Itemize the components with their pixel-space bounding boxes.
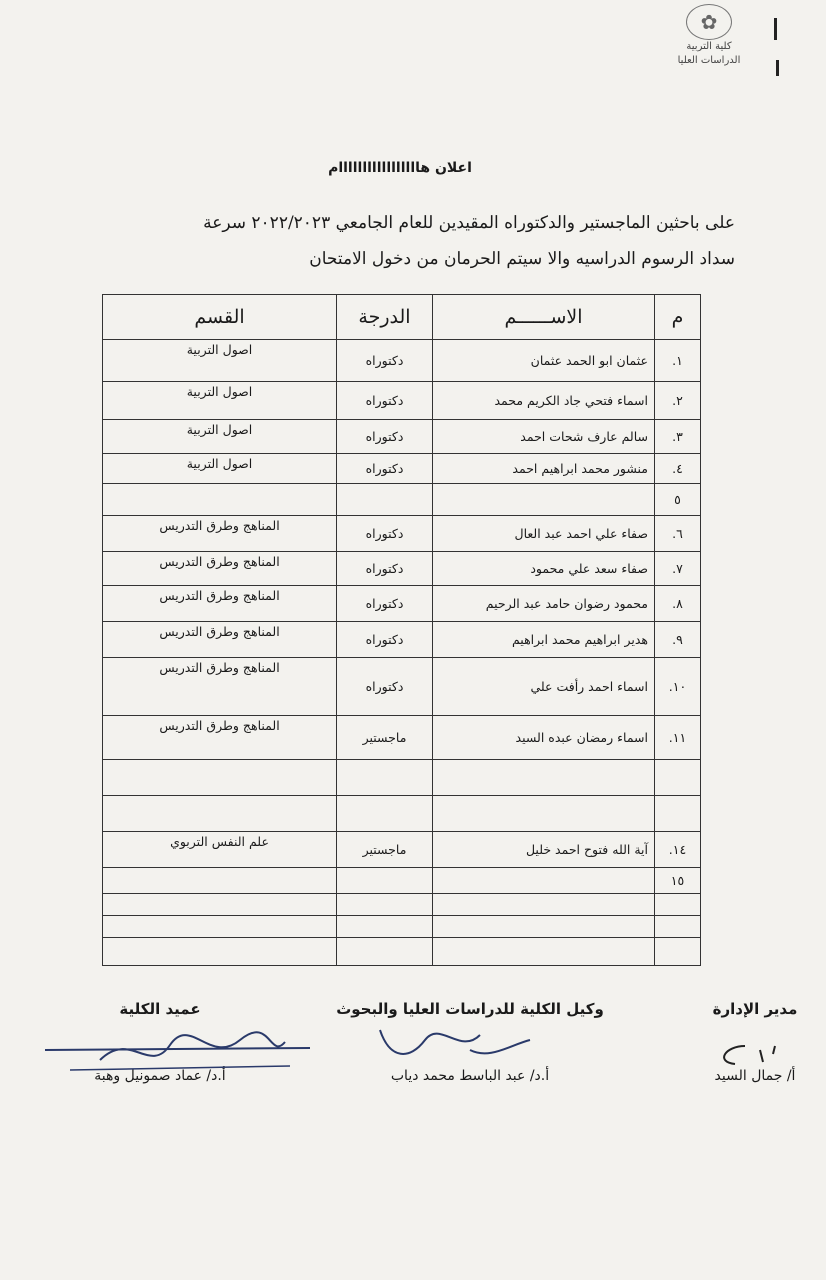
table-row xyxy=(103,658,701,716)
cell-dept: المناهج وطرق التدريس xyxy=(103,586,337,622)
seal-icon: ✿ xyxy=(686,4,732,40)
cell-degree xyxy=(337,868,433,894)
cell-name: اسماء احمد رأفت علي xyxy=(433,658,655,716)
cell-no: ٣. xyxy=(655,420,701,454)
cell-degree xyxy=(337,796,433,832)
cell-no xyxy=(655,796,701,832)
cell-degree: دكتوراه xyxy=(337,340,433,382)
cell-name: سالم عارف شحات احمد xyxy=(433,420,655,454)
cell-no: ١٠. xyxy=(655,658,701,716)
cell-degree: ماجستير xyxy=(337,832,433,868)
cell-no: ٤. xyxy=(655,454,701,484)
cell-degree xyxy=(337,916,433,938)
director-name: أ/ جمال السيد xyxy=(714,1068,796,1084)
cell-dept xyxy=(103,796,337,832)
cell-name xyxy=(433,894,655,916)
cell-no: ١٥ xyxy=(655,868,701,894)
cell-degree: دكتوراه xyxy=(337,586,433,622)
cell-no xyxy=(655,760,701,796)
cell-name: منشور محمد ابراهيم احمد xyxy=(433,454,655,484)
logo-line-1: كلية التربية xyxy=(686,41,732,52)
cell-dept: اصول التربية xyxy=(103,420,337,454)
cell-degree: دكتوراه xyxy=(337,516,433,552)
cell-no: ٥ xyxy=(655,484,701,516)
table-row xyxy=(103,622,701,658)
table-row xyxy=(103,552,701,586)
cell-dept: اصول التربية xyxy=(103,340,337,382)
header-no: م xyxy=(655,295,701,340)
vice-dean-name: أ.د/ عبد الباسط محمد دياب xyxy=(390,1068,550,1084)
cell-name: عثمان ابو الحمد عثمان xyxy=(433,340,655,382)
cell-name xyxy=(433,916,655,938)
table-row xyxy=(103,916,701,938)
cell-dept: اصول التربية xyxy=(103,382,337,420)
cell-name: محمود رضوان حامد عبد الرحيم xyxy=(433,586,655,622)
cell-degree: دكتوراه xyxy=(337,622,433,658)
header-name: الاســــــم xyxy=(433,295,655,340)
cell-name xyxy=(433,868,655,894)
director-title: مدير الإدارة xyxy=(712,1000,798,1018)
table-row xyxy=(103,340,701,382)
cell-no: ٧. xyxy=(655,552,701,586)
cell-name: صفاء علي احمد عبد العال xyxy=(433,516,655,552)
cell-no: ٦. xyxy=(655,516,701,552)
cell-dept: المناهج وطرق التدريس xyxy=(103,658,337,716)
cell-dept: المناهج وطرق التدريس xyxy=(103,516,337,552)
cell-no: ١٤. xyxy=(655,832,701,868)
cell-no: ١. xyxy=(655,340,701,382)
cell-dept: المناهج وطرق التدريس xyxy=(103,552,337,586)
table-row xyxy=(103,420,701,454)
header-degree: الدرجة xyxy=(337,295,433,340)
cell-no xyxy=(655,938,701,966)
cell-no: ٢. xyxy=(655,382,701,420)
cell-degree xyxy=(337,938,433,966)
cell-no: ٨. xyxy=(655,586,701,622)
logo-line-2: الدراسات العليا xyxy=(677,55,741,66)
announcement-title: اعلان هااااااااااااااااام xyxy=(328,160,472,176)
table-row xyxy=(103,868,701,894)
table-row xyxy=(103,716,701,760)
announcement-line-2: سداد الرسوم الدراسيه والا سيتم الحرمان من دخول الامتحان xyxy=(309,249,735,269)
cell-name xyxy=(433,938,655,966)
table-row xyxy=(103,796,701,832)
cell-name xyxy=(433,796,655,832)
table-row xyxy=(103,586,701,622)
cell-name xyxy=(433,760,655,796)
director-signature-scribble xyxy=(705,1040,785,1070)
cell-name: آية الله فتوح احمد خليل xyxy=(433,832,655,868)
students-table xyxy=(102,294,701,966)
table-row xyxy=(103,832,701,868)
cell-dept xyxy=(103,894,337,916)
cell-degree xyxy=(337,484,433,516)
table-header-row xyxy=(103,295,701,340)
dean-name: أ.د/ عماد صمونيل وهبة xyxy=(94,1068,226,1084)
edge-mark xyxy=(774,18,783,40)
cell-degree xyxy=(337,894,433,916)
cell-degree: دكتوراه xyxy=(337,658,433,716)
announcement-body xyxy=(95,205,735,277)
table-body xyxy=(103,340,701,966)
edge-mark xyxy=(776,60,784,76)
cell-dept xyxy=(103,868,337,894)
cell-name: اسماء رمضان عبده السيد xyxy=(433,716,655,760)
cell-no: ١١. xyxy=(655,716,701,760)
cell-degree: دكتوراه xyxy=(337,382,433,420)
table-row xyxy=(103,454,701,484)
cell-name: صفاء سعد علي محمود xyxy=(433,552,655,586)
announcement-line-1: على باحثين الماجستير والدكتوراه المقيدين للعام الجامعي ٢٠٢٢/٢٠٢٣ سرعة xyxy=(203,213,735,233)
cell-name xyxy=(433,484,655,516)
cell-dept xyxy=(103,760,337,796)
cell-dept xyxy=(103,938,337,966)
cell-dept: المناهج وطرق التدريس xyxy=(103,622,337,658)
cell-degree: دكتوراه xyxy=(337,552,433,586)
cell-no xyxy=(655,894,701,916)
faculty-logo xyxy=(672,4,746,94)
cell-degree: ماجستير xyxy=(337,716,433,760)
cell-dept: اصول التربية xyxy=(103,454,337,484)
cell-dept xyxy=(103,916,337,938)
table-row xyxy=(103,516,701,552)
cell-dept xyxy=(103,484,337,516)
cell-degree: دكتوراه xyxy=(337,420,433,454)
vice-dean-title: وكيل الكلية للدراسات العليا والبحوث xyxy=(336,1000,604,1018)
cell-no xyxy=(655,916,701,938)
dean-signature-scribble xyxy=(40,1020,320,1080)
table-row xyxy=(103,938,701,966)
table-row xyxy=(103,894,701,916)
cell-degree: دكتوراه xyxy=(337,454,433,484)
cell-no: ٩. xyxy=(655,622,701,658)
table-row xyxy=(103,382,701,420)
table-row xyxy=(103,484,701,516)
cell-dept: المناهج وطرق التدريس xyxy=(103,716,337,760)
table-row xyxy=(103,760,701,796)
header-dept: القسم xyxy=(103,295,337,340)
cell-name: هدير ابراهيم محمد ابراهيم xyxy=(433,622,655,658)
cell-degree xyxy=(337,760,433,796)
cell-name: اسماء فتحي جاد الكريم محمد xyxy=(433,382,655,420)
vice-dean-signature-scribble xyxy=(370,1020,540,1070)
dean-title: عميد الكلية xyxy=(119,1000,201,1018)
cell-dept: علم النفس التربوي xyxy=(103,832,337,868)
